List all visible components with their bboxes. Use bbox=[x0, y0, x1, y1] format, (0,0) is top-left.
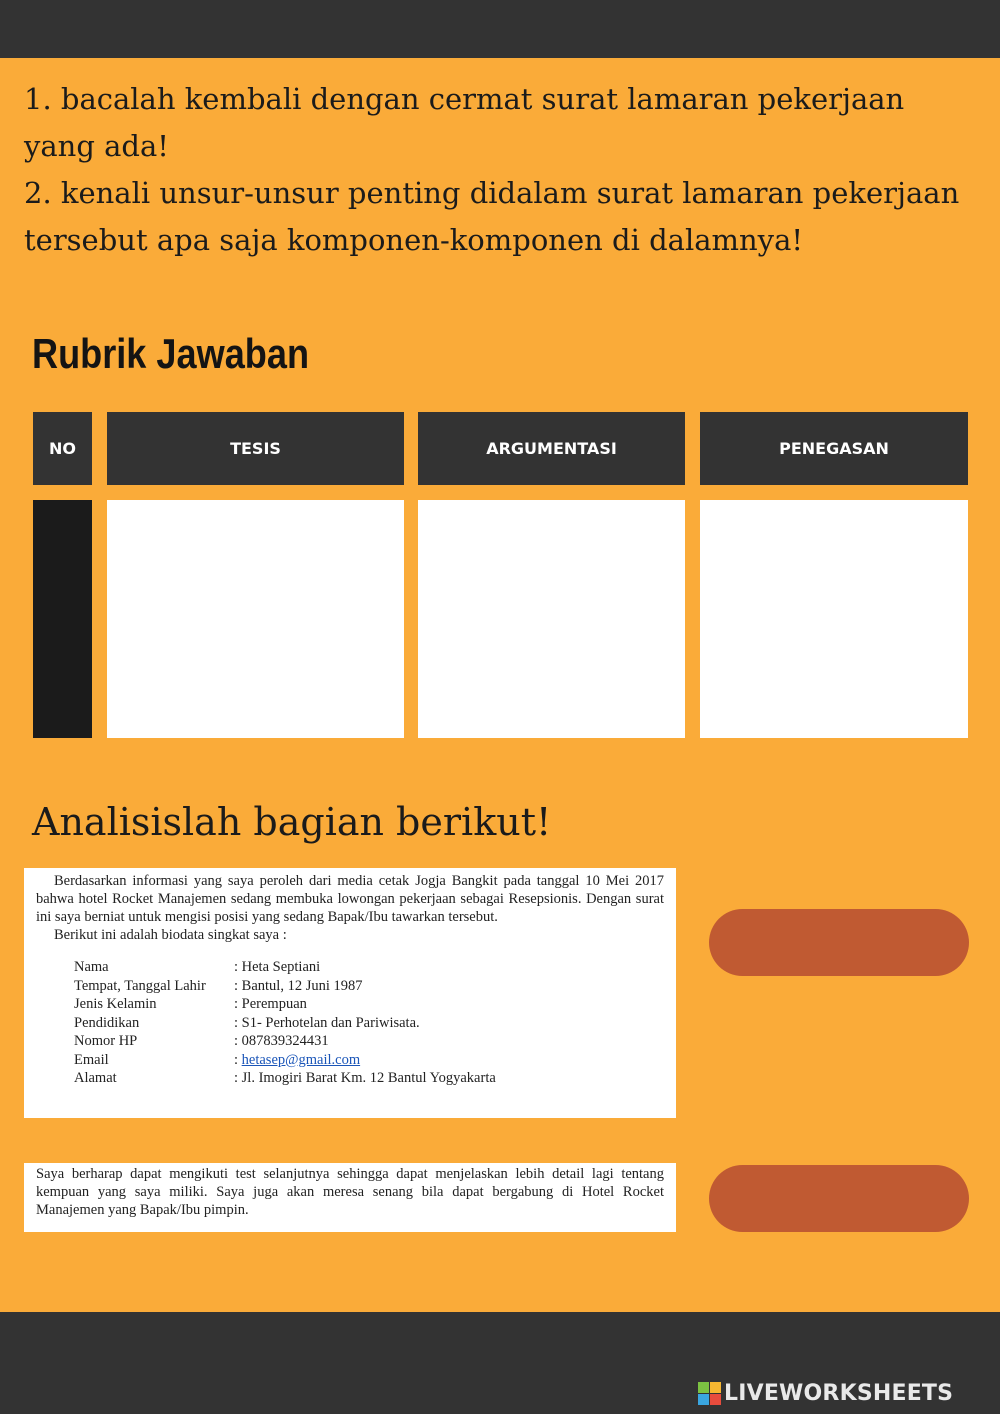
bio-row bbox=[74, 958, 496, 977]
answer-cell-penegasan[interactable] bbox=[700, 500, 968, 738]
bio-value: : 087839324431 bbox=[234, 1033, 329, 1049]
email-prefix: : bbox=[234, 1051, 242, 1068]
bio-value: : Heta Septiani bbox=[234, 959, 321, 975]
answer-cell-argumentasi[interactable] bbox=[418, 500, 685, 738]
bio-row bbox=[74, 1051, 496, 1070]
logo-icon bbox=[698, 1382, 721, 1405]
biodata-table bbox=[74, 958, 496, 1088]
cell-no bbox=[33, 500, 92, 738]
excerpt-paragraph: Berdasarkan informasi yang saya peroleh dari media cetak Jogja Bangkit pada tanggal 10 Mei 2017 bahwa hotel Rocket Manajemen sedang membuka lowongan pekerjaan sebagai Resepsionis. Dengan surat ini saya berniat untuk mengisi posisi yang sedang Bapak/Ibu tawarkan tersebut. bbox=[36, 873, 664, 925]
bio-label: Email bbox=[74, 1051, 109, 1068]
liveworksheets-logo bbox=[698, 1381, 953, 1406]
bio-row bbox=[74, 977, 496, 996]
excerpt-intro: Berikut ini adalah biodata singkat saya : bbox=[54, 927, 287, 943]
bio-value: : S1- Perhotelan dan Pariwisata. bbox=[234, 1014, 420, 1031]
answer-cell-tesis[interactable] bbox=[107, 500, 404, 738]
logo-block bbox=[710, 1382, 721, 1393]
bio-label: Nama bbox=[74, 959, 109, 975]
bio-label: Alamat bbox=[74, 1070, 117, 1086]
logo-text: LIVEWORKSHEETS bbox=[724, 1381, 954, 1406]
logo-block bbox=[710, 1394, 721, 1405]
email-link[interactable]: hetasep@gmail.com bbox=[241, 1051, 361, 1068]
letter-excerpt-1 bbox=[24, 868, 676, 1118]
bio-row bbox=[74, 1032, 496, 1051]
answer-field-1[interactable] bbox=[709, 909, 969, 976]
bio-value: : Bantul, 12 Juni 1987 bbox=[234, 977, 363, 994]
answer-field-2[interactable] bbox=[709, 1165, 969, 1232]
instruction-1: 1. bacalah kembali dengan cermat surat lamaran pekerjaan yang ada! bbox=[24, 82, 905, 163]
bio-label: Jenis Kelamin bbox=[74, 996, 157, 1012]
bio-label: Tempat, Tanggal Lahir bbox=[74, 977, 206, 994]
header-tesis: TESIS bbox=[107, 412, 404, 485]
bio-row bbox=[74, 1014, 496, 1033]
header-argumentasi: ARGUMENTASI bbox=[418, 412, 685, 485]
bio-label: Pendidikan bbox=[74, 1014, 140, 1031]
bio-value: : Perempuan bbox=[234, 996, 307, 1012]
instruction-2: 2. kenali unsur-unsur penting didalam surat lamaran pekerjaan tersebut apa saja komponen-komponen di dalamnya! bbox=[24, 176, 960, 257]
rubrik-title: Rubrik Jawaban bbox=[32, 330, 310, 377]
header-no: NO bbox=[33, 412, 92, 485]
instructions bbox=[24, 76, 974, 264]
analisis-title: Analisislah bagian berikut! bbox=[32, 800, 552, 844]
header-penegasan: PENEGASAN bbox=[700, 412, 968, 485]
bio-label: Nomor HP bbox=[74, 1033, 138, 1049]
bio-row bbox=[74, 995, 496, 1014]
letter-excerpt-2 bbox=[24, 1163, 676, 1232]
logo-block bbox=[698, 1382, 709, 1393]
bio-row bbox=[74, 1069, 496, 1088]
logo-block bbox=[698, 1394, 709, 1405]
bio-value: : Jl. Imogiri Barat Km. 12 Bantul Yogyakarta bbox=[234, 1070, 496, 1086]
bio-value bbox=[234, 1051, 496, 1070]
excerpt-closing: Saya berharap dapat mengikuti test selanjutnya sehingga dapat menjelaskan lebih detail lagi tentang kempuan yang saya miliki. Saya juga akan meresa senang bila dapat bergabung di Hotel Rocket Manajemen yang Bapak/Ibu pimpin. bbox=[36, 1166, 664, 1218]
top-bar bbox=[0, 0, 1000, 58]
